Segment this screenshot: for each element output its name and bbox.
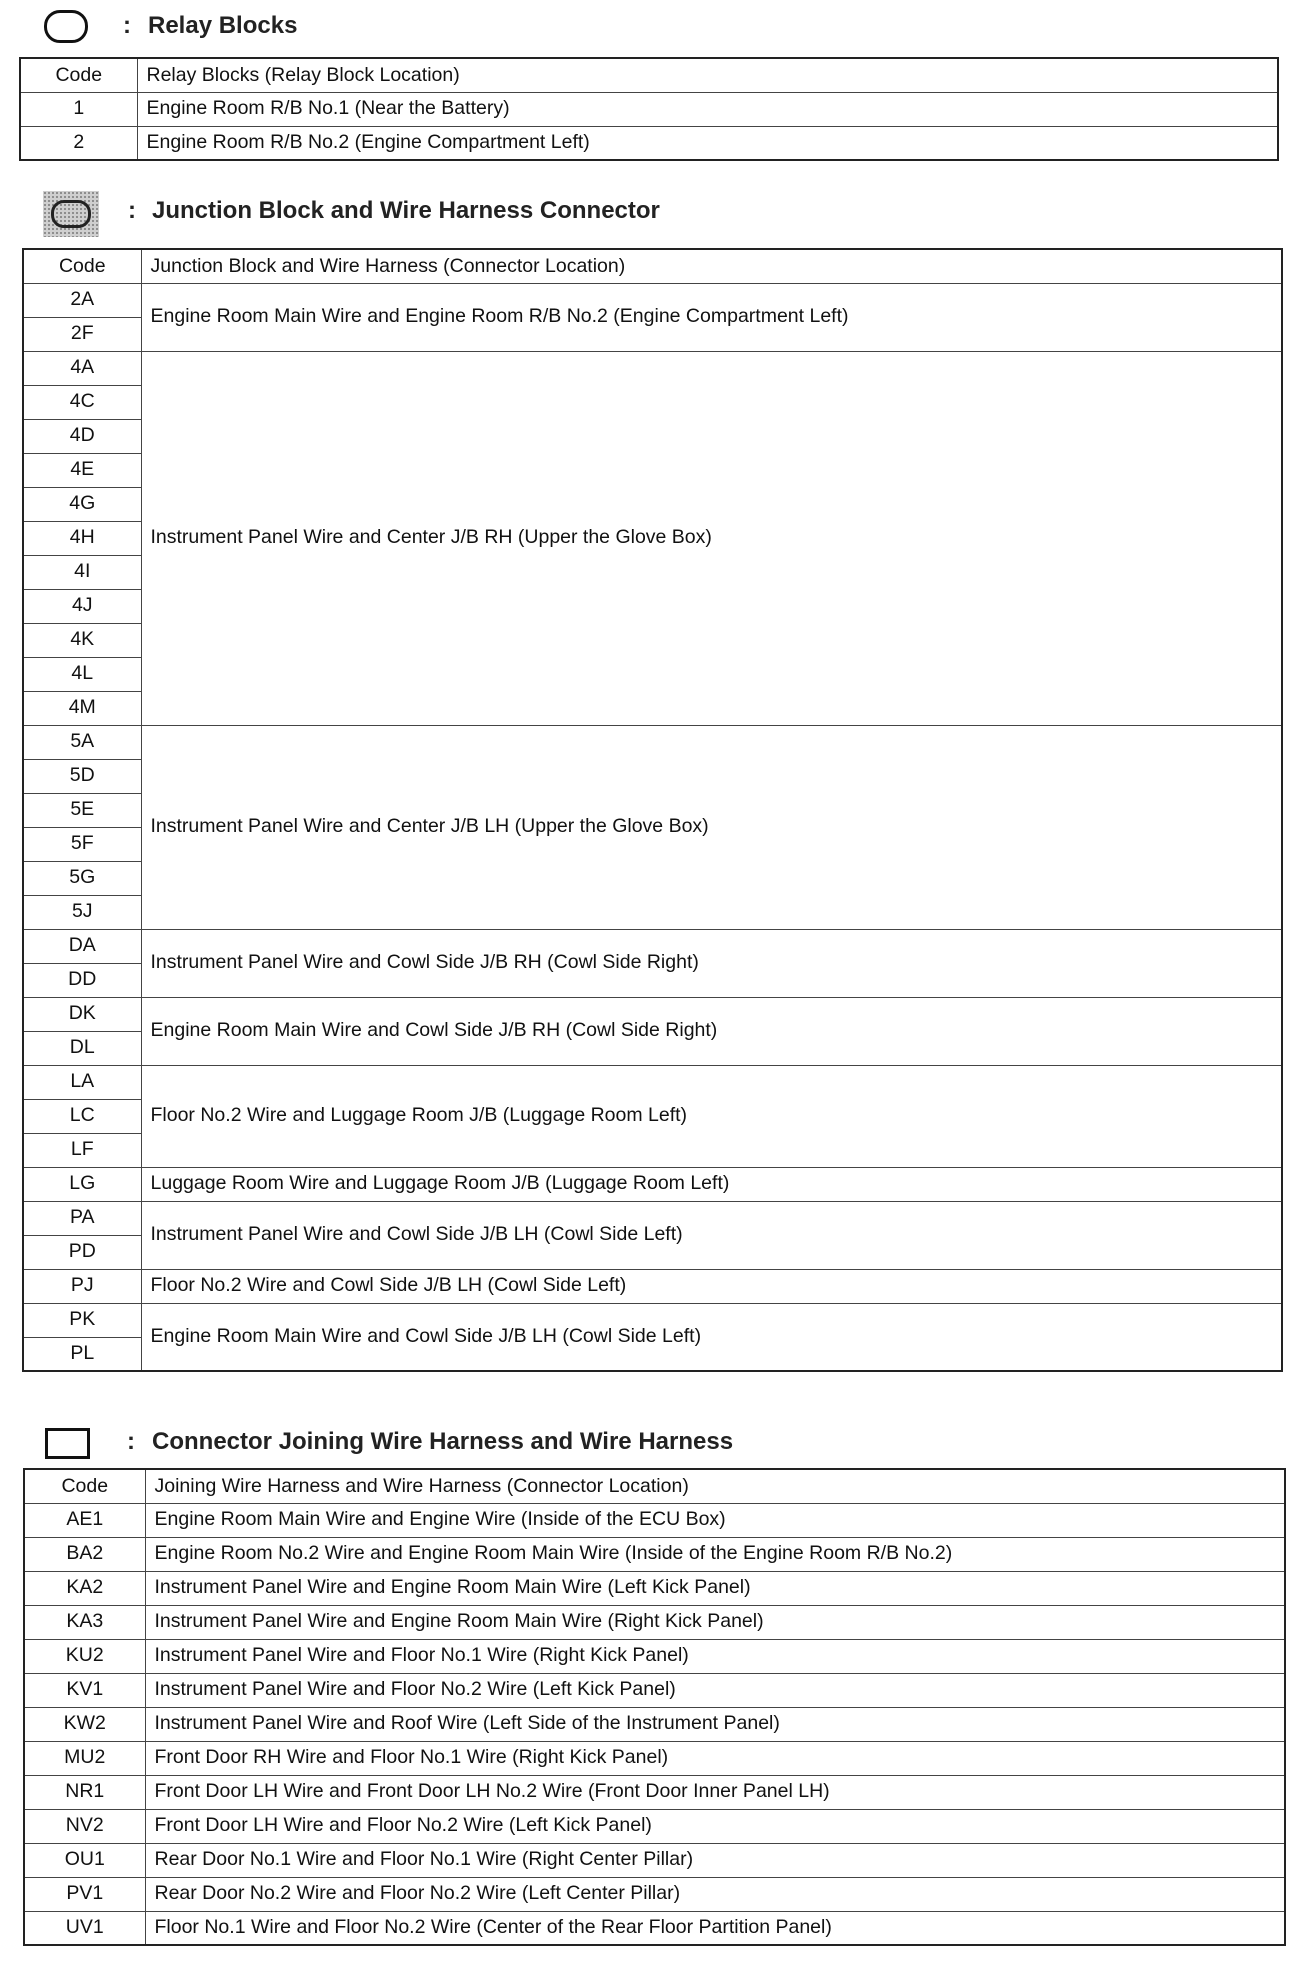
row-code: AE1 bbox=[24, 1503, 145, 1537]
row-code: KU2 bbox=[24, 1639, 145, 1673]
row-location: Floor No.1 Wire and Floor No.2 Wire (Center of the Rear Floor Partition Panel) bbox=[145, 1911, 1285, 1945]
row-code: 4D bbox=[23, 419, 141, 453]
row-location: Instrument Panel Wire and Center J/B RH (Upper the Glove Box) bbox=[141, 351, 1282, 725]
row-code: DD bbox=[23, 963, 141, 997]
row-code: LC bbox=[23, 1099, 141, 1133]
table-row bbox=[23, 997, 1282, 1031]
row-code: 4H bbox=[23, 521, 141, 555]
row-code: 4G bbox=[23, 487, 141, 521]
relay-block-symbol-icon bbox=[44, 10, 88, 43]
row-code: 4A bbox=[23, 351, 141, 385]
row-code: 4J bbox=[23, 589, 141, 623]
row-code: NV2 bbox=[24, 1809, 145, 1843]
row-code: PV1 bbox=[24, 1877, 145, 1911]
row-location: Engine Room R/B No.2 (Engine Compartment Left) bbox=[137, 126, 1278, 160]
row-code: UV1 bbox=[24, 1911, 145, 1945]
table-row bbox=[24, 1809, 1285, 1843]
row-code: 4M bbox=[23, 691, 141, 725]
row-location: Rear Door No.2 Wire and Floor No.2 Wire (Left Center Pillar) bbox=[145, 1877, 1285, 1911]
row-code: PA bbox=[23, 1201, 141, 1235]
row-location: Floor No.2 Wire and Cowl Side J/B LH (Cowl Side Left) bbox=[141, 1269, 1282, 1303]
table-row bbox=[24, 1537, 1285, 1571]
row-location: Front Door LH Wire and Front Door LH No.2 Wire (Front Door Inner Panel LH) bbox=[145, 1775, 1285, 1809]
column-header-code: Code bbox=[20, 58, 137, 92]
table-row bbox=[20, 126, 1278, 160]
row-code: OU1 bbox=[24, 1843, 145, 1877]
relay-blocks-table bbox=[19, 57, 1279, 161]
row-code: KW2 bbox=[24, 1707, 145, 1741]
table-row bbox=[24, 1639, 1285, 1673]
row-location: Instrument Panel Wire and Cowl Side J/B RH (Cowl Side Right) bbox=[141, 929, 1282, 997]
table-row bbox=[24, 1843, 1285, 1877]
row-location: Engine Room Main Wire and Cowl Side J/B RH (Cowl Side Right) bbox=[141, 997, 1282, 1065]
row-code: 5G bbox=[23, 861, 141, 895]
table-row bbox=[23, 1201, 1282, 1235]
relay-heading-colon: : bbox=[123, 12, 131, 39]
row-code: PJ bbox=[23, 1269, 141, 1303]
relay-blocks-heading: Relay Blocks bbox=[148, 12, 298, 39]
row-location: Engine Room No.2 Wire and Engine Room Main Wire (Inside of the Engine Room R/B No.2) bbox=[145, 1537, 1285, 1571]
row-location: Instrument Panel Wire and Floor No.2 Wire (Left Kick Panel) bbox=[145, 1673, 1285, 1707]
row-code: 4I bbox=[23, 555, 141, 589]
row-code: DK bbox=[23, 997, 141, 1031]
row-code: 2 bbox=[20, 126, 137, 160]
row-code: 5J bbox=[23, 895, 141, 929]
row-code: NR1 bbox=[24, 1775, 145, 1809]
row-code: PK bbox=[23, 1303, 141, 1337]
row-location: Instrument Panel Wire and Roof Wire (Left Side of the Instrument Panel) bbox=[145, 1707, 1285, 1741]
column-header-location: Relay Blocks (Relay Block Location) bbox=[137, 58, 1278, 92]
row-location: Instrument Panel Wire and Engine Room Main Wire (Right Kick Panel) bbox=[145, 1605, 1285, 1639]
connector-symbol-icon bbox=[45, 1428, 90, 1459]
table-row bbox=[23, 351, 1282, 385]
row-code: MU2 bbox=[24, 1741, 145, 1775]
table-row bbox=[23, 1065, 1282, 1099]
row-code: 4C bbox=[23, 385, 141, 419]
row-code: 4E bbox=[23, 453, 141, 487]
junction-heading-colon: : bbox=[128, 197, 136, 224]
column-header-code: Code bbox=[24, 1469, 145, 1503]
table-row bbox=[24, 1605, 1285, 1639]
column-header-location: Joining Wire Harness and Wire Harness (Connector Location) bbox=[145, 1469, 1285, 1503]
table-row bbox=[23, 1303, 1282, 1337]
table-row bbox=[24, 1741, 1285, 1775]
row-code: DA bbox=[23, 929, 141, 963]
table-row bbox=[24, 1707, 1285, 1741]
row-code: LG bbox=[23, 1167, 141, 1201]
table-row bbox=[24, 1571, 1285, 1605]
table-row bbox=[24, 1775, 1285, 1809]
table-row bbox=[24, 1911, 1285, 1945]
row-location: Instrument Panel Wire and Floor No.1 Wire (Right Kick Panel) bbox=[145, 1639, 1285, 1673]
row-code: 1 bbox=[20, 92, 137, 126]
table-row bbox=[24, 1673, 1285, 1707]
table-row bbox=[20, 92, 1278, 126]
row-location: Instrument Panel Wire and Cowl Side J/B LH (Cowl Side Left) bbox=[141, 1201, 1282, 1269]
row-code: 2A bbox=[23, 283, 141, 317]
table-header-row bbox=[20, 58, 1278, 92]
row-code: PD bbox=[23, 1235, 141, 1269]
table-header-row bbox=[23, 249, 1282, 283]
row-location: Floor No.2 Wire and Luggage Room J/B (Luggage Room Left) bbox=[141, 1065, 1282, 1167]
row-location: Front Door LH Wire and Floor No.2 Wire (Left Kick Panel) bbox=[145, 1809, 1285, 1843]
table-row bbox=[23, 1167, 1282, 1201]
row-code: 4L bbox=[23, 657, 141, 691]
junction-block-heading: Junction Block and Wire Harness Connector bbox=[152, 197, 660, 224]
row-location: Rear Door No.1 Wire and Floor No.1 Wire (Right Center Pillar) bbox=[145, 1843, 1285, 1877]
junction-block-symbol-icon bbox=[43, 191, 99, 237]
table-row bbox=[23, 283, 1282, 317]
table-row bbox=[24, 1503, 1285, 1537]
row-location: Engine Room Main Wire and Cowl Side J/B LH (Cowl Side Left) bbox=[141, 1303, 1282, 1371]
row-location: Engine Room R/B No.1 (Near the Battery) bbox=[137, 92, 1278, 126]
row-code: 5D bbox=[23, 759, 141, 793]
connector-heading: Connector Joining Wire Harness and Wire Harness bbox=[152, 1428, 734, 1455]
table-row bbox=[23, 929, 1282, 963]
row-location: Instrument Panel Wire and Engine Room Main Wire (Left Kick Panel) bbox=[145, 1571, 1285, 1605]
column-header-location: Junction Block and Wire Harness (Connector Location) bbox=[141, 249, 1282, 283]
junction-block-table bbox=[22, 248, 1283, 1372]
row-code: KA3 bbox=[24, 1605, 145, 1639]
row-code: LA bbox=[23, 1065, 141, 1099]
row-code: 5A bbox=[23, 725, 141, 759]
row-code: DL bbox=[23, 1031, 141, 1065]
row-code: 4K bbox=[23, 623, 141, 657]
column-header-code: Code bbox=[23, 249, 141, 283]
row-code: KA2 bbox=[24, 1571, 145, 1605]
row-code: PL bbox=[23, 1337, 141, 1371]
row-code: KV1 bbox=[24, 1673, 145, 1707]
connector-heading-colon: : bbox=[127, 1428, 135, 1455]
table-row bbox=[23, 725, 1282, 759]
row-code: BA2 bbox=[24, 1537, 145, 1571]
table-row bbox=[24, 1877, 1285, 1911]
row-code: 5E bbox=[23, 793, 141, 827]
row-code: 5F bbox=[23, 827, 141, 861]
row-location: Instrument Panel Wire and Center J/B LH (Upper the Glove Box) bbox=[141, 725, 1282, 929]
table-row bbox=[23, 1269, 1282, 1303]
row-location: Engine Room Main Wire and Engine Wire (Inside of the ECU Box) bbox=[145, 1503, 1285, 1537]
row-code: LF bbox=[23, 1133, 141, 1167]
row-location: Engine Room Main Wire and Engine Room R/B No.2 (Engine Compartment Left) bbox=[141, 283, 1282, 351]
connector-table bbox=[23, 1468, 1286, 1946]
row-code: 2F bbox=[23, 317, 141, 351]
row-location: Front Door RH Wire and Floor No.1 Wire (Right Kick Panel) bbox=[145, 1741, 1285, 1775]
table-header-row bbox=[24, 1469, 1285, 1503]
row-location: Luggage Room Wire and Luggage Room J/B (Luggage Room Left) bbox=[141, 1167, 1282, 1201]
